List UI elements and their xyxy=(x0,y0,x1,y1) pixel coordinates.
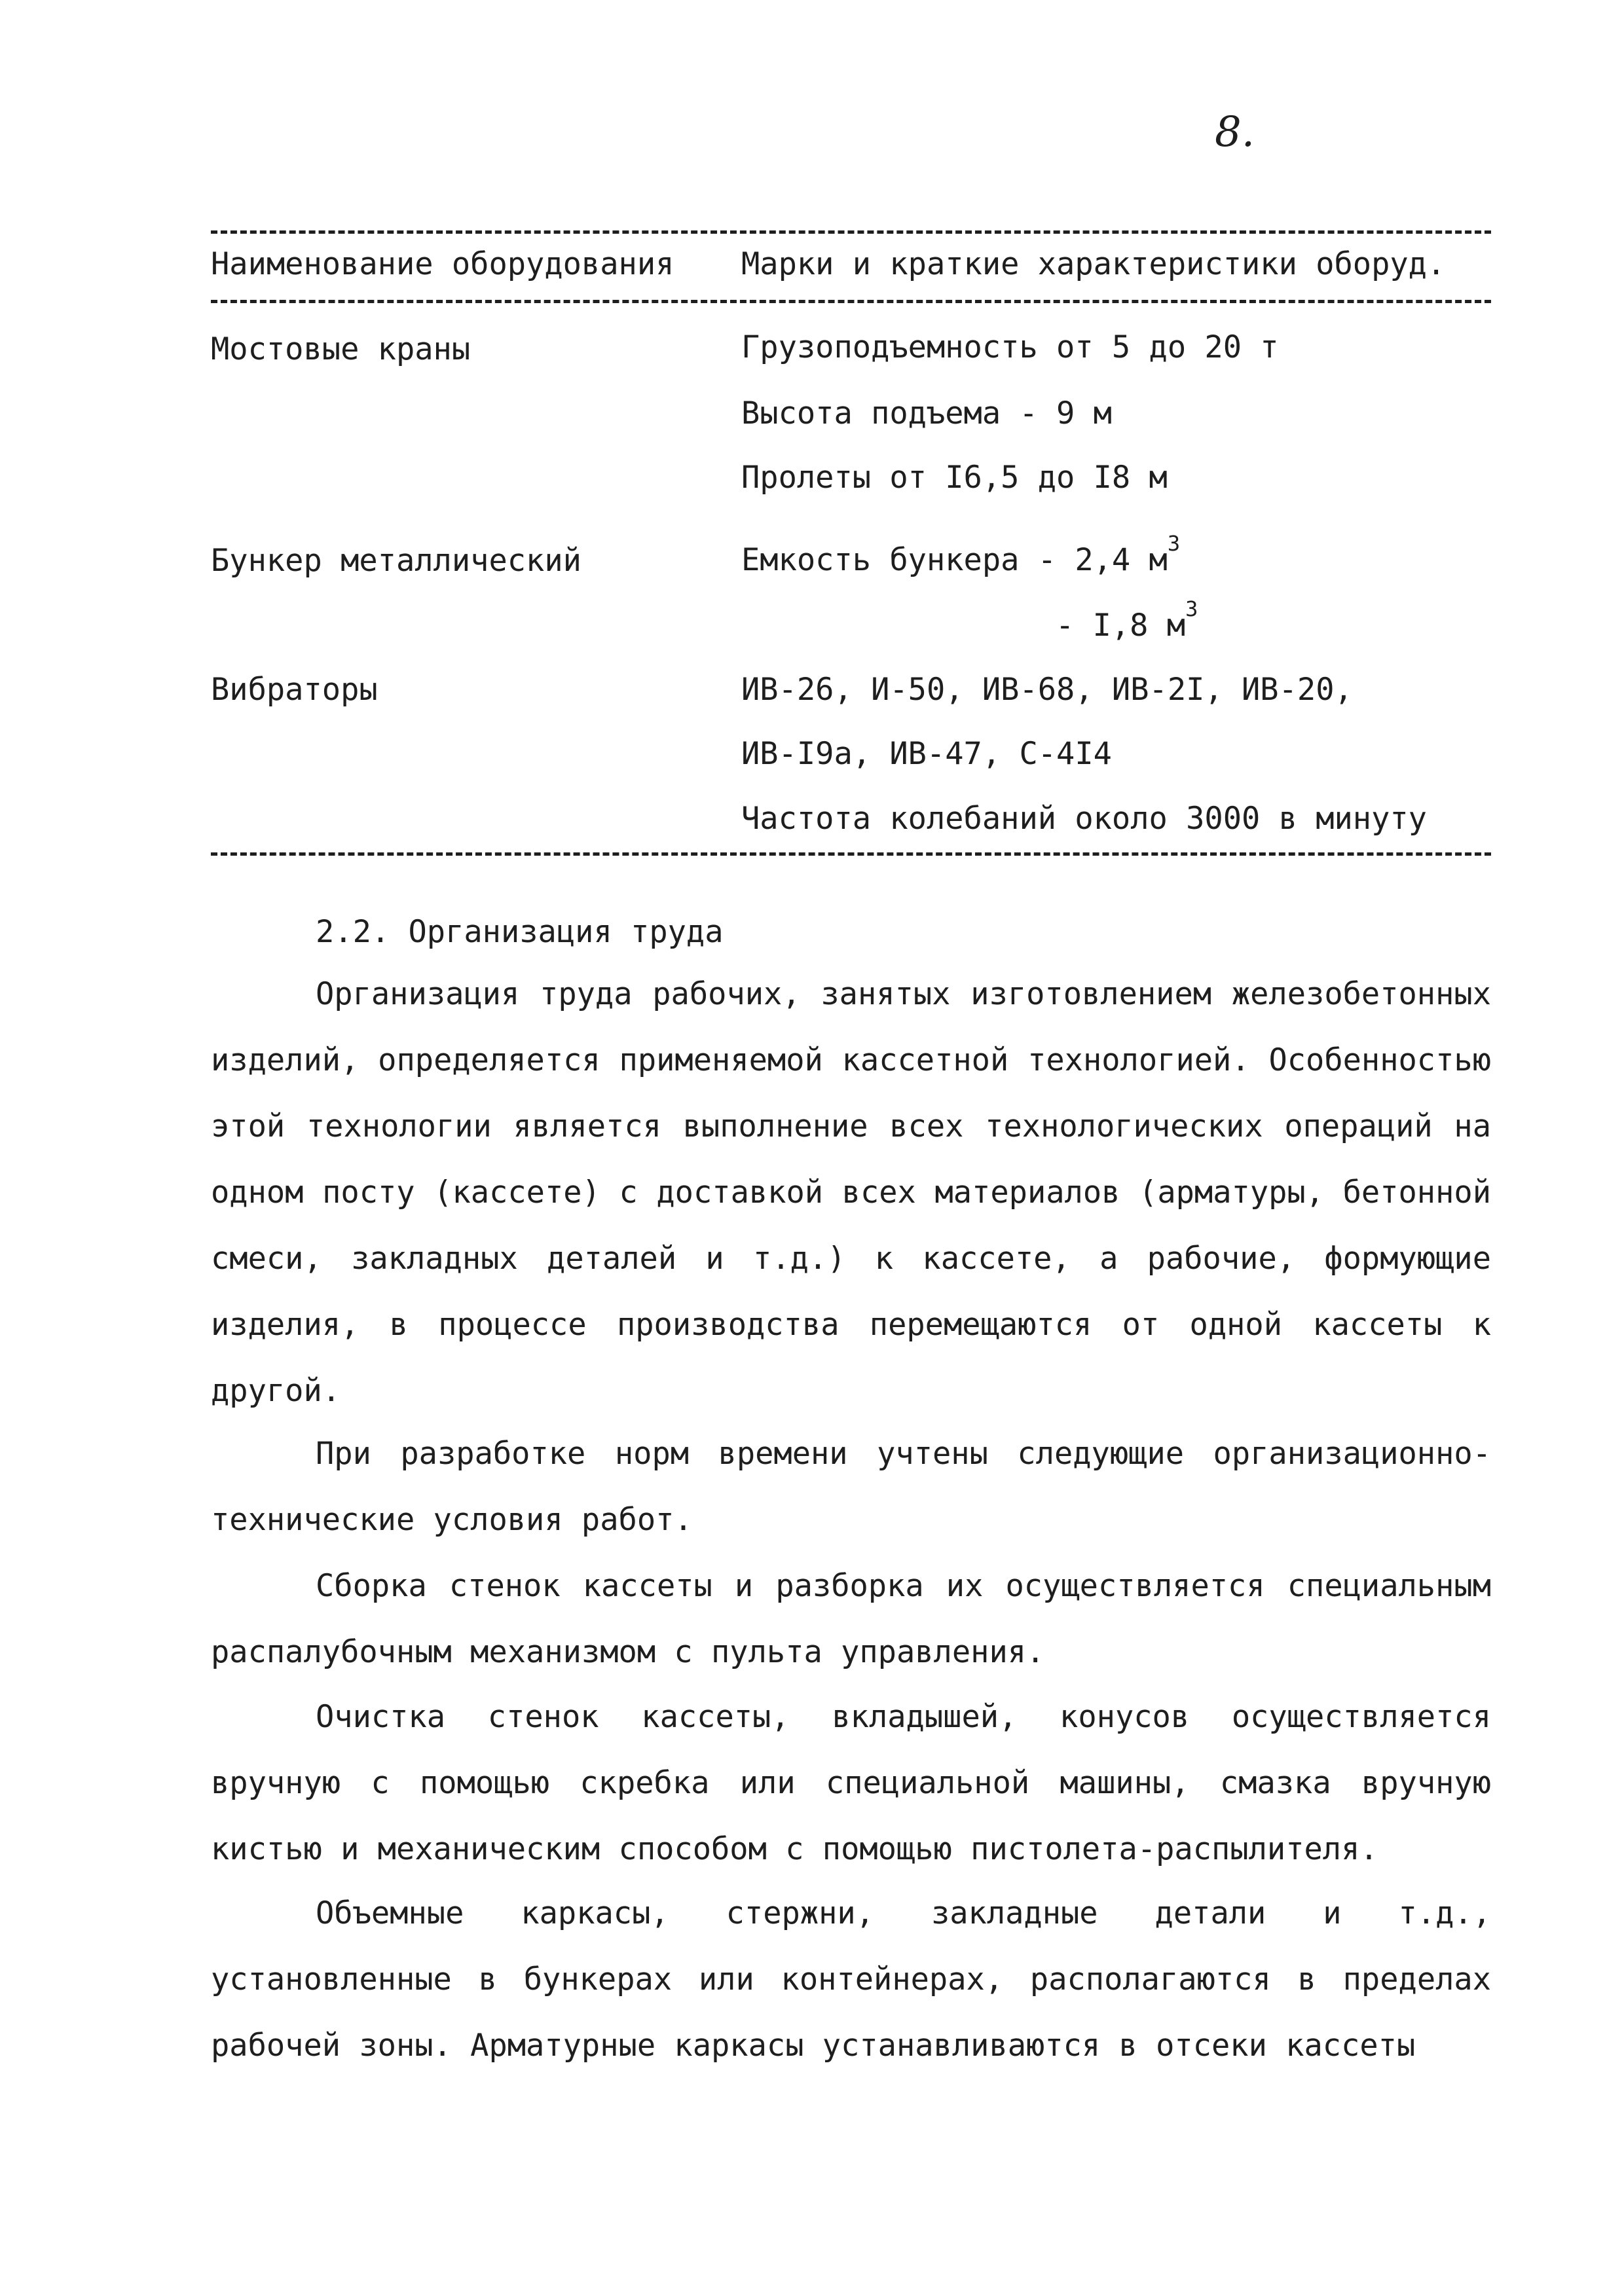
table-cell-name: Бункер металлический xyxy=(211,543,581,579)
table-top-rule xyxy=(211,230,1491,234)
page-number: 8. xyxy=(1215,108,1255,156)
table-cell-spec: Грузоподъемность от 5 до 20 т xyxy=(741,329,1279,365)
paragraph: Сборка стенок кассеты и разборка их осуществляется специальным распалубочным механизмом с пульта управления. xyxy=(211,1568,1491,1670)
paragraph: Объемные каркасы, стержни, закладные детали и т.д., установленные в бункерах или контейнерах, располагаются в пределах рабочей зоны. Арматурные каркасы устанавливаются в отсеки кассеты xyxy=(211,1895,1491,2064)
paragraph: Очистка стенок кассеты, вкладышей, конусов осуществляется вручную с помощью скребка или специальной машины, смазка вручную кистью и механическим способом с помощью пистолета-распылителя. xyxy=(211,1699,1491,1867)
table-cell-spec: Частота колебаний около 3000 в минуту xyxy=(741,801,1427,837)
superscript-cubic: 3 xyxy=(1167,531,1181,556)
table-cell-spec: ИВ-I9а, ИВ-47, С-4I4 xyxy=(741,736,1112,772)
section-heading: 2.2. Организация труда xyxy=(316,914,724,950)
table-cell-name: Мостовые краны xyxy=(211,331,471,367)
table-header-specs: Марки и краткие характеристики оборуд. xyxy=(741,246,1446,282)
table-cell-spec: Высота подъема - 9 м xyxy=(741,395,1112,431)
table-header-rule xyxy=(211,300,1491,303)
paragraph: При разработке норм времени учтены следующие организационно-технические условия работ. xyxy=(211,1436,1491,1538)
paragraph: Организация труда рабочих, занятых изготовлением железобетонных изделий, определяется применяемой кассетной технологией. Особенностью этой технологии является выполнение всех технологических операций на одном посту (кассете) с доставкой всех материалов (арматуры, бетонной смеси, закладных деталей и т.д.) к кассете, а рабочие, формующие изделия, в процессе производства перемещаются от одной кассеты к другой. xyxy=(211,976,1491,1409)
table-cell-spec: Емкость бункера - 2,4 $м^3$ xyxy=(741,531,1181,578)
table-cell-spec: Пролеты от I6,5 до I8 м xyxy=(741,460,1168,496)
superscript-cubic: 3 xyxy=(1185,596,1198,621)
table-header-equipment-name: Наименование оборудования xyxy=(211,246,674,282)
table-cell-name: Вибраторы xyxy=(211,672,378,708)
table-cell-spec: - I,8 $м^3$ xyxy=(1056,596,1198,644)
table-bottom-rule xyxy=(211,852,1491,856)
table-cell-spec: ИВ-26, И-50, ИВ-68, ИВ-2I, ИВ-20, xyxy=(741,672,1353,708)
